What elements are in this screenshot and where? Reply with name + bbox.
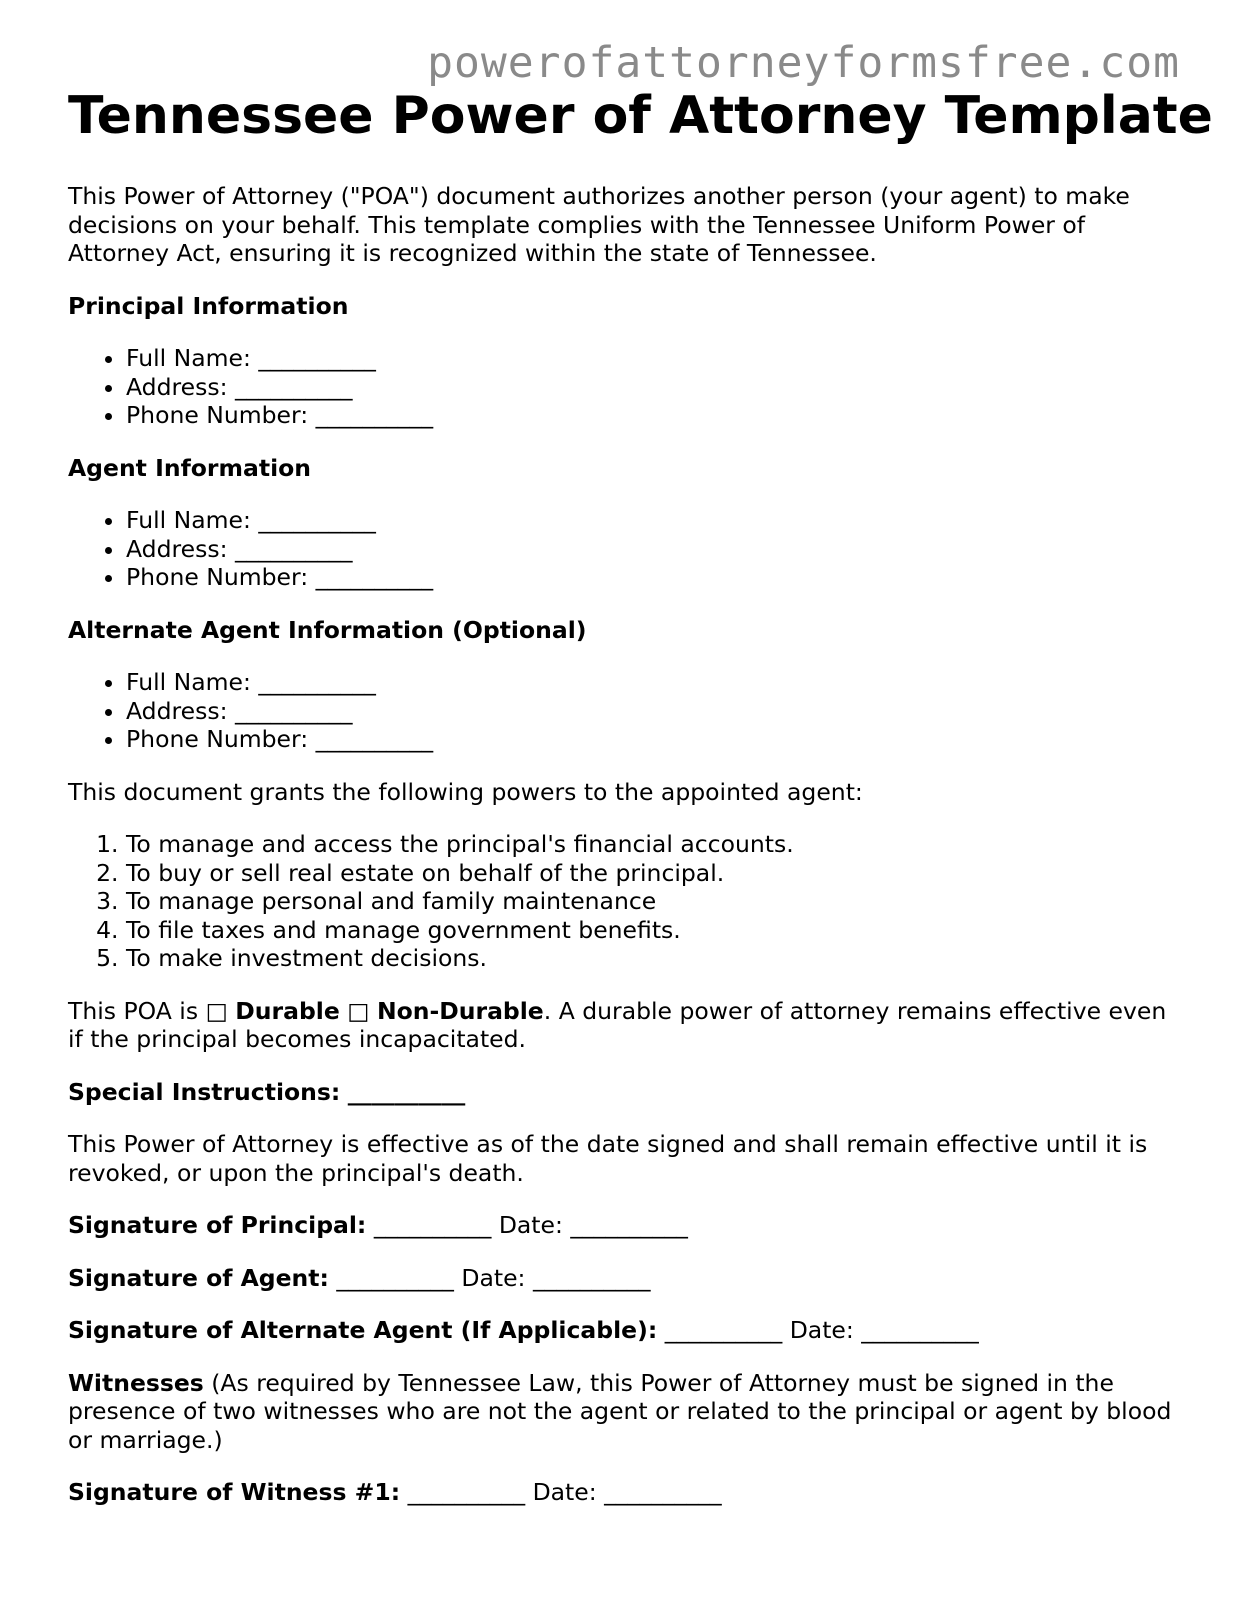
alternate-full-name: • Full Name: __________: [126, 668, 1178, 697]
blank-line[interactable]: __________: [315, 563, 434, 591]
blank-line[interactable]: __________: [407, 1478, 526, 1506]
special-instructions: Special Instructions: __________: [68, 1077, 466, 1106]
blank-line[interactable]: __________: [532, 1263, 651, 1292]
effective-paragraph: This Power of Attorney is effective as of the date signed and shall remain effective until it is revoked, or upon the principal's death.: [68, 1130, 1148, 1187]
blank-line[interactable]: __________: [570, 1211, 688, 1239]
principal-signature-line: Signature of Principal: __________ Date: __________: [68, 1211, 688, 1239]
blank-line[interactable]: __________: [373, 1211, 492, 1239]
power-item: 4. To file taxes and manage government benefits.: [126, 916, 1178, 945]
durability-paragraph: This POA is □ Durable □ Non-Durable. A durable power of attorney remains effective even if the principal becomes incapacitated.: [68, 996, 1167, 1053]
principal-address: • Address: __________: [126, 373, 1178, 402]
agent-full-name: • Full Name: __________: [126, 506, 1178, 535]
witnesses-paragraph: Witnesses (As required by Tennessee Law, this Power of Attorney must be signed in the presence of two witnesses who are not the agent or related to the principal or agent by blood or marriage.): [68, 1368, 1172, 1454]
principal-phone: • Phone Number: __________: [126, 401, 1178, 430]
page-title: Tennessee Power of Attorney Template: [68, 86, 1213, 146]
blank-line[interactable]: __________: [315, 725, 434, 753]
principal-heading: Principal Information: [68, 291, 349, 320]
alternate-agent-heading: Alternate Agent Information (Optional): [68, 615, 587, 644]
agent-address: • Address: __________: [126, 535, 1178, 564]
power-item: 1. To manage and access the principal's financial accounts.: [126, 830, 1178, 859]
agent-phone: • Phone Number: __________: [126, 563, 1178, 592]
non-durable-checkbox[interactable]: □: [347, 996, 370, 1025]
blank-line[interactable]: __________: [861, 1316, 979, 1344]
blank-line[interactable]: __________: [258, 668, 376, 696]
blank-line[interactable]: __________: [258, 506, 376, 534]
blank-line[interactable]: __________: [235, 372, 353, 401]
powers-intro: This document grants the following powers to the appointed agent:: [68, 777, 863, 806]
intro-paragraph: This Power of Attorney ("POA") document authorizes another person (your agent) to make decisions on your behalf. This template complies with the Tennessee Uniform Power of Attorney Act, ensuring it is recognized within the state of Tennessee.: [68, 182, 1130, 267]
principal-fields: [68, 344, 1178, 430]
blank-line[interactable]: __________: [347, 1077, 466, 1106]
blank-line[interactable]: __________: [664, 1316, 783, 1344]
principal-full-name: • Full Name: __________: [126, 344, 1178, 373]
alternate-agent-fields: [68, 668, 1178, 754]
witness1-signature-line: Signature of Witness #1: __________ Date: __________: [68, 1478, 722, 1506]
alternate-address: • Address: __________: [126, 697, 1178, 726]
durable-checkbox[interactable]: □: [205, 996, 228, 1025]
blank-line[interactable]: __________: [235, 696, 353, 725]
blank-line[interactable]: __________: [315, 401, 434, 429]
blank-line[interactable]: __________: [604, 1478, 722, 1506]
blank-line[interactable]: __________: [336, 1263, 454, 1292]
non-durable-label: Non-Durable: [376, 996, 544, 1025]
alternate-signature-line: Signature of Alternate Agent (If Applicable): __________ Date: __________: [68, 1316, 979, 1344]
power-item: 3. To manage personal and family maintenance: [126, 887, 1178, 916]
powers-list: [68, 830, 1178, 973]
document-body: [68, 86, 1213, 1531]
blank-line[interactable]: __________: [235, 534, 353, 563]
power-item: 2. To buy or sell real estate on behalf of the principal.: [126, 859, 1178, 888]
watermark: powerofattorneyformsfree.com: [427, 38, 1180, 88]
power-item: 5. To make investment decisions.: [126, 944, 1178, 973]
blank-line[interactable]: __________: [258, 344, 376, 372]
agent-signature-line: Signature of Agent: __________ Date: __________: [68, 1263, 651, 1292]
agent-fields: [68, 506, 1178, 592]
alternate-phone: • Phone Number: __________: [126, 725, 1178, 754]
agent-heading: Agent Information: [68, 453, 312, 482]
durable-label: Durable: [235, 996, 340, 1025]
